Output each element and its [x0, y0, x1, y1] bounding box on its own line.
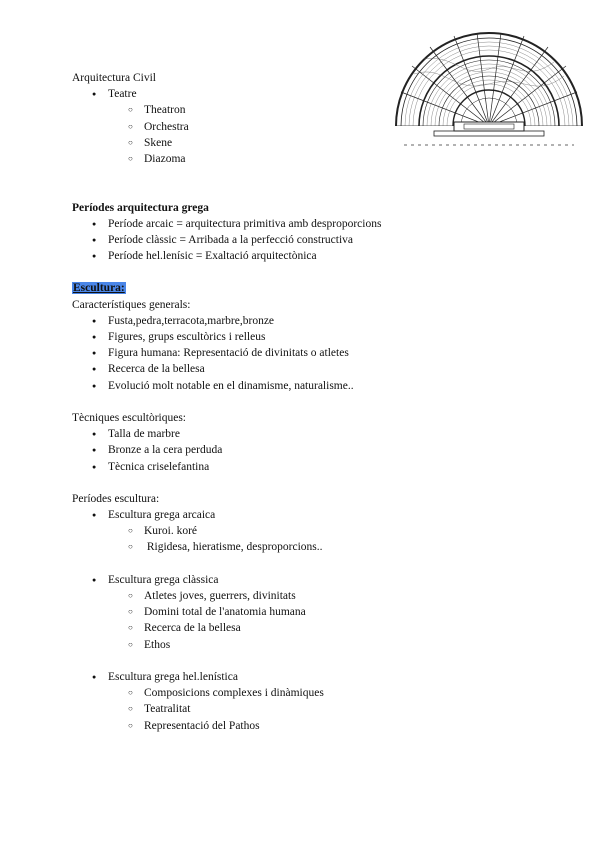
list-subitem: ○ Recerca de la bellesa [72, 620, 472, 636]
list-subitem: ○ Domini total de l'anatomia humana [72, 604, 472, 620]
subheading-periods-sculpture: Períodes escultura: [72, 492, 160, 505]
list-item: ● Escultura grega clàssica [72, 572, 472, 588]
list-subitem: ○ Representació del Pathos [72, 718, 472, 734]
section-heading-sculpture: Escultura: [73, 282, 125, 295]
list-subitem: ○ Teatralitat [72, 701, 472, 717]
list-item: ● Talla de marbre [72, 426, 472, 442]
subheading-general: Característiques generals: [72, 298, 191, 311]
list-item: ● Període arcaic = arquitectura primitiva amb desproporcions [72, 216, 472, 232]
list-item: ● Figura humana: Representació de divinitats o atletes [72, 345, 472, 361]
list-subitem: ○ Atletes joves, guerrers, divinitats [72, 588, 472, 604]
list-subitem: ○ Orchestra [72, 119, 472, 135]
list-item: ● Figures, grups escultòrics i relleus [72, 329, 472, 345]
list-item: ● Evolució molt notable en el dinamisme, naturalisme.. [72, 378, 472, 394]
list-item: ● Fusta,pedra,terracota,marbre,bronze [72, 313, 472, 329]
document-text [72, 70, 472, 734]
section-heading-periods-architecture: Períodes arquitectura grega [72, 201, 209, 214]
list-item: ● Recerca de la bellesa [72, 361, 472, 377]
list-item: ● Període hel.lenísic = Exaltació arquitectònica [72, 248, 472, 264]
list-item: ● Tècnica criselefantina [72, 459, 472, 475]
list-subitem: ○ Rigidesa, hieratisme, desproporcions.. [72, 539, 472, 555]
list-subitem: ○ Kuroi. koré [72, 523, 472, 539]
list-subitem: ○ Composicions complexes i dinàmiques [72, 685, 472, 701]
list-item: ● Bronze a la cera perduda [72, 442, 472, 458]
list-item: ● Període clàssic = Arribada a la perfecció constructiva [72, 232, 472, 248]
list-item: ● Escultura grega arcaica [72, 507, 472, 523]
list-subitem: ○ Skene [72, 135, 472, 151]
subheading-techniques: Tècniques escultòriques: [72, 411, 187, 424]
list-subitem: ○ Theatron [72, 102, 472, 118]
list-subitem: ○ Ethos [72, 637, 472, 653]
list-subitem: ○ Diazoma [72, 151, 472, 167]
list-item: ● Escultura grega hel.lenística [72, 669, 472, 685]
section-heading-civil: Arquitectura Civil [72, 72, 156, 84]
list-item: ● Teatre [72, 86, 472, 102]
